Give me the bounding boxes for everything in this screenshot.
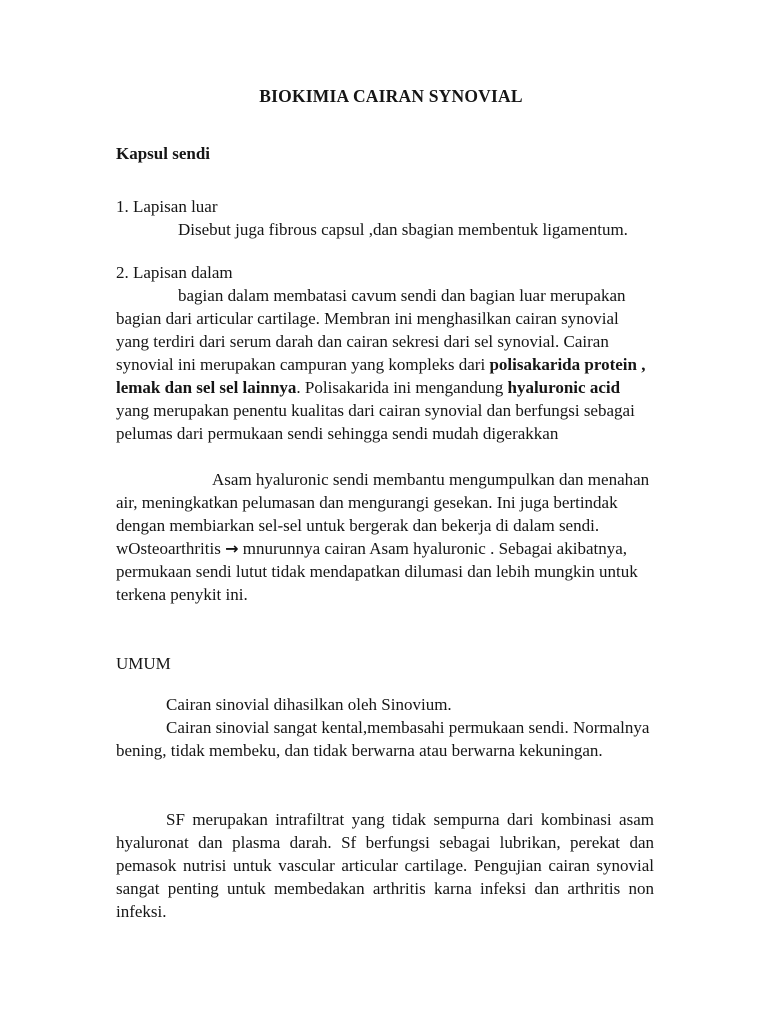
list-item-2-label: 2. Lapisan dalam [116,263,233,282]
paragraph-text-run: . Polisakarida ini mengandung [296,378,508,397]
spacer [116,675,654,693]
paragraph-text-run: yang merupakan penentu kualitas dari cairan synovial dan berfungsi sebagai pelumas dari permukaan sendi sehingga sendi mudah digerakkan [116,401,635,443]
osteoarthritis-label: wOsteoarthritis [116,539,226,558]
spacer [116,165,654,195]
spacer [116,108,654,142]
right-arrow-icon: → [225,539,239,558]
list-item-2-body [116,284,654,445]
section-heading-umum: UMUM [116,654,171,673]
list-item-1-label: 1. Lapisan luar [116,197,218,216]
umum-line-1: Cairan sinovial dihasilkan oleh Sinovium. [166,695,452,714]
paragraph-osteoarthritis [116,537,654,606]
spacer [116,445,654,468]
umum-paragraph-sf: SF merupakan intrafiltrat yang tidak sempurna dari kombinasi asam hyaluronat dan plasma darah. Sf berfungsi sebagai lubrikan, perekat dan pemasok nutrisi untuk vascular articular cartilage. Pengujian cairan synovial sangat penting untuk membedakan arthritis karna infeksi dan arthritis non infeksi. [116,810,654,921]
umum-line-2: Cairan sinovial sangat kental,membasahi permukaan sendi. Normalnya bening, tidak membeku, dan tidak berwarna atau berwarna kekuningan. [116,718,650,760]
spacer [116,606,654,652]
list-item-1-body: Disebut juga fibrous capsul ,dan sbagian membentuk ligamentum. [178,220,628,239]
bold-run-polisakarida: polisakarida protein , lemak dan sel sel lainnya [116,355,646,397]
document-title: BIOKIMIA CAIRAN SYNOVIAL [259,86,523,106]
spacer [116,762,654,808]
paragraph-asam-hyaluronic: Asam hyaluronic sendi membantu mengumpulkan dan menahan air, meningkatkan pelumasan dan mengurangi gesekan. Ini juga bertindak dengan membiarkan sel-sel untuk bergerak dan bekerja di dalam sendi. [116,470,650,535]
section-heading-kapsul-sendi: Kapsul sendi [116,144,211,163]
bold-run-hyaluronic-acid: hyaluronic acid [507,378,621,397]
paragraph-text-run: bagian dalam membatasi cavum sendi dan bagian luar merupakan bagian dari articular cartilage. Membran ini menghasilkan cairan synovial yang terdiri dari serum darah dan cairan sekresi dari sel synovial. Cairan synovial ini merupakan campuran yang kompleks dari [116,286,626,374]
spacer [116,241,654,261]
osteoarthritis-text: mnurunnya cairan Asam hyaluronic . Sebagai akibatnya, permukaan sendi lutut tidak mendapatkan dilumasi dan lebih mungkin untuk terkena penykit ini. [116,539,638,604]
document-body [116,84,654,923]
